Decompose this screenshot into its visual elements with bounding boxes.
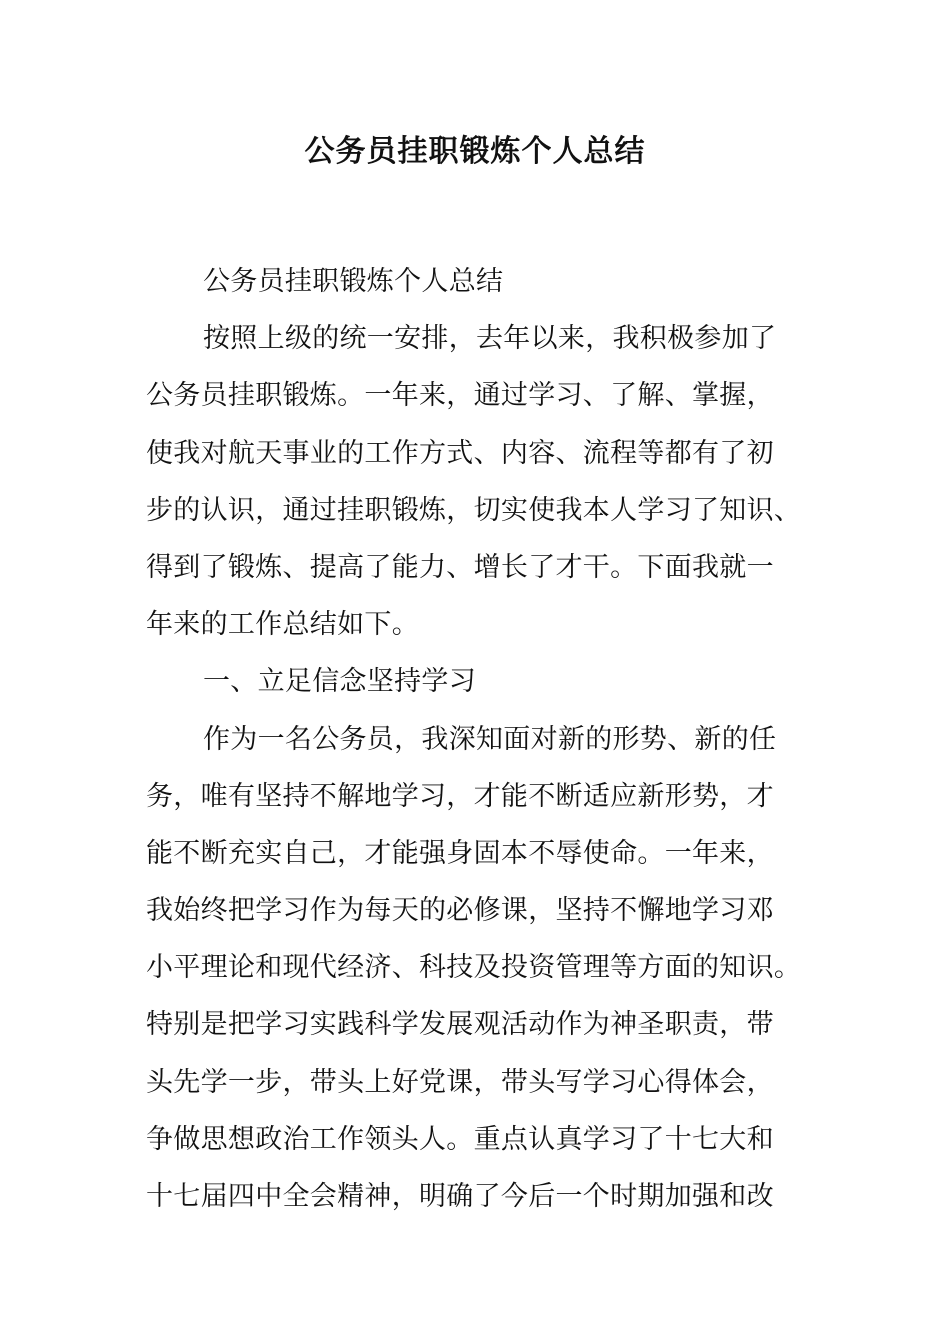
text-line: 作为一名公务员，我深知面对新的形势、新的任 <box>203 723 777 755</box>
text-line: 小平理论和现代经济、科技及投资管理等方面的知识。 <box>146 952 802 984</box>
text-line: 我始终把学习作为每天的必修课，坚持不懈地学习邓 <box>146 895 774 927</box>
text-line: 使我对航天事业的工作方式、内容、流程等都有了初 <box>146 437 774 469</box>
text-line: 争做思想政治工作领头人。重点认真学习了十七大和 <box>146 1123 774 1155</box>
document-title: 公务员挂职锻炼个人总结 <box>304 134 646 169</box>
text-line: 一、立足信念坚持学习 <box>203 666 476 698</box>
text-line: 年来的工作总结如下。 <box>146 609 419 641</box>
text-line: 能不断充实自己，才能强身固本不辱使命。一年来， <box>146 837 774 869</box>
document-body <box>146 253 836 1225</box>
text-line: 特别是把学习实践科学发展观活动作为神圣职责，带 <box>146 1009 774 1041</box>
text-line: 公务员挂职锻炼个人总结 <box>203 266 504 297</box>
text-line: 步的认识，通过挂职锻炼，切实使我本人学习了知识、 <box>146 494 802 526</box>
text-line: 十七届四中全会精神，明确了今后一个时期加强和改 <box>146 1181 774 1212</box>
text-line: 按照上级的统一安排，去年以来，我积极参加了 <box>203 323 777 355</box>
text-line: 头先学一步，带头上好党课，带头写学习心得体会， <box>146 1066 774 1098</box>
text-line: 得到了锻炼、提高了能力、增长了才干。下面我就一 <box>146 551 774 583</box>
text-line: 公务员挂职锻炼。一年来，通过学习、了解、掌握， <box>146 380 774 412</box>
text-line: 务，唯有坚持不解地学习，才能不断适应新形势，才 <box>146 780 774 812</box>
